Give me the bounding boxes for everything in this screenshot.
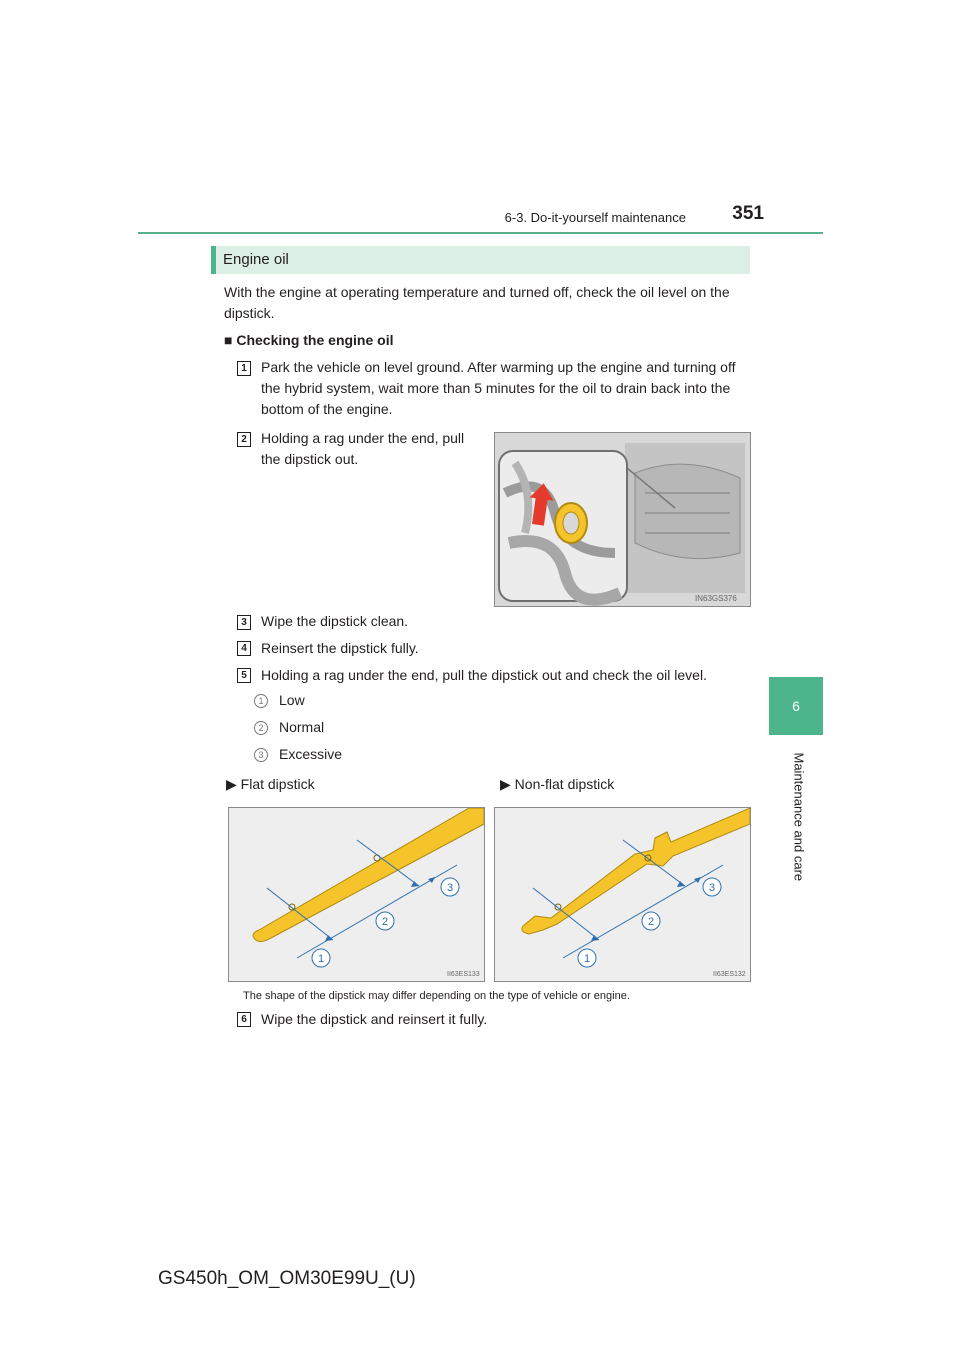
step-text: Wipe the dipstick and reinsert it fully. [261, 1011, 488, 1027]
section-title: Engine oil [223, 251, 289, 268]
callout-number: 2 [647, 916, 655, 928]
subheading [224, 330, 744, 351]
flat-dipstick-label-text: Flat dipstick [240, 776, 315, 792]
step-number: 6 [237, 1012, 251, 1027]
nonflat-dipstick-label [500, 774, 614, 795]
document-footer: GS450h_OM_OM30E99U_(U) [158, 1268, 416, 1289]
chapter-tab: 6 [769, 677, 823, 735]
subheading-text: Checking the engine oil [236, 332, 394, 348]
callout-number: 1 [583, 953, 591, 965]
chapter-tab-label: Maintenance and care [791, 752, 807, 882]
step-number: 2 [237, 432, 251, 447]
level-label: Low [279, 692, 305, 708]
level-callout: 1 [254, 694, 268, 708]
triangle-bullet-icon: ▶ [226, 776, 237, 792]
figure-code: II63ES133 [447, 971, 480, 978]
callout-number: 2 [381, 916, 389, 928]
callout-number: 3 [708, 882, 716, 894]
level-label: Excessive [279, 746, 343, 762]
section-heading [211, 246, 750, 274]
callout-number: 3 [446, 882, 454, 894]
step-text: Reinsert the dipstick fully. [261, 640, 419, 656]
step-number: 1 [237, 361, 251, 376]
step-text: Holding a rag under the end, pull the dipstick out. [261, 430, 465, 467]
callout-number: 1 [317, 953, 325, 965]
page-number: 351 [732, 203, 764, 224]
step-text: Park the vehicle on level ground. After warming up the engine and turning off the hybrid system, wait more than 5 minutes for the oil to drain back into the bottom of the engine. [261, 359, 736, 417]
nonflat-dipstick-label-text: Non-flat dipstick [514, 776, 615, 792]
figure-code: IN63GS376 [695, 594, 737, 603]
section-accent [211, 246, 216, 274]
step-number: 4 [237, 641, 251, 656]
square-bullet-icon: ■ [224, 332, 233, 348]
engine-bay-figure [494, 432, 751, 607]
section-intro: With the engine at operating temperature and turned off, check the oil level on the dipstick. [224, 284, 730, 321]
figure-code: II63ES132 [713, 971, 746, 978]
nonflat-dipstick-figure [494, 807, 751, 982]
step-number: 5 [237, 668, 251, 683]
header-section-title: 6-3. Do-it-yourself maintenance [504, 210, 686, 225]
level-callout: 2 [254, 721, 268, 735]
step-text: Wipe the dipstick clean. [261, 613, 409, 629]
triangle-bullet-icon: ▶ [500, 776, 511, 792]
flat-dipstick-figure [228, 807, 485, 982]
step-text: Holding a rag under the end, pull the dipstick out and check the oil level. [261, 667, 707, 683]
flat-dipstick-label [226, 774, 315, 795]
level-callout: 3 [254, 748, 268, 762]
level-label: Normal [279, 719, 325, 735]
step-number: 3 [237, 615, 251, 630]
header-rule [138, 232, 823, 234]
figure-caption: The shape of the dipstick may differ depending on the type of vehicle or engine. [243, 990, 630, 1002]
